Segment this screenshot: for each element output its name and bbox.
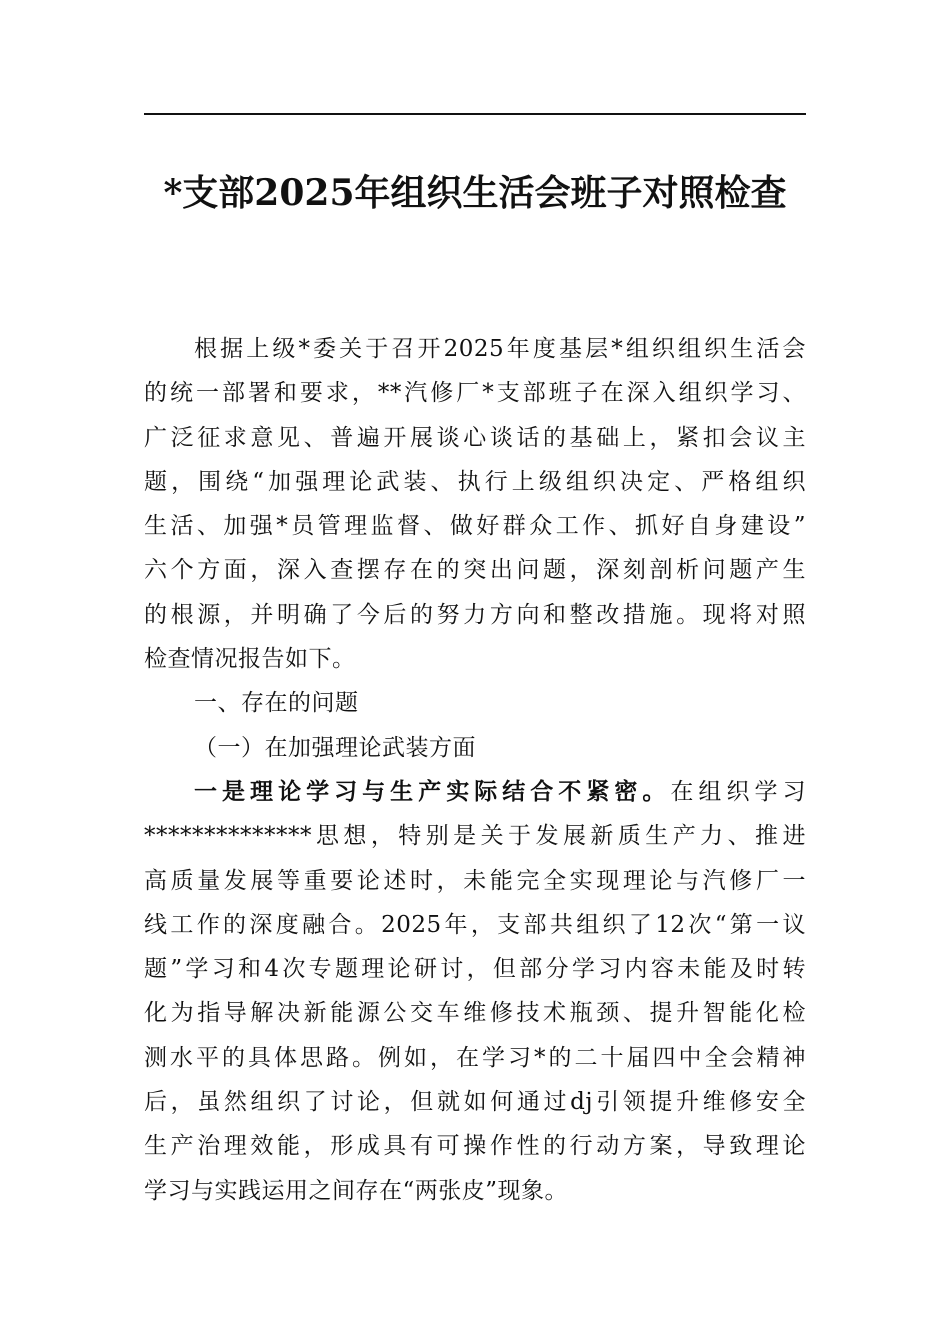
intro-line-7: 的根源，并明确了今后的努力方向和整改措施。现将对照 xyxy=(144,601,806,628)
intro-line-5: 生活、加强*员管理监督、做好群众工作、抓好自身建设” xyxy=(144,513,806,540)
point-one-line-6: 化为指导解决新能源公交车维修技术瓶颈、提升智能化检 xyxy=(144,1000,806,1027)
point-one-line-7: 测水平的具体思路。例如，在学习*的二十届四中全会精神 xyxy=(144,1044,806,1071)
point-one-line-4: 线工作的深度融合。2025年，支部共组织了12次“第一议 xyxy=(144,911,806,938)
intro-line-2: 的统一部署和要求，**汽修厂*支部班子在深入组织学习、 xyxy=(144,380,806,407)
subsection-heading-theory: （一）在加强理论武装方面 xyxy=(194,734,476,761)
point-one-line-3: 高质量发展等重要论述时，未能完全实现理论与汽修厂一 xyxy=(144,867,806,894)
document-title: *支部2025年组织生活会班子对照检查 xyxy=(163,172,787,214)
point-one-line-5: 题”学习和4次专题理论研讨，但部分学习内容未能及时转 xyxy=(144,956,806,983)
intro-line-8: 检查情况报告如下。 xyxy=(144,646,356,673)
point-one-first-line-rest: 在组织学习 xyxy=(670,778,807,805)
point-one-first-line xyxy=(144,770,806,814)
point-one-line-2: **************思想，特别是关于发展新质生产力、推进 xyxy=(144,823,806,850)
intro-line-3: 广泛征求意见、普遍开展谈心谈话的基础上，紧扣会议主 xyxy=(144,424,806,451)
point-one-line-8: 后，虽然组织了讨论，但就如何通过dj引领提升维修安全 xyxy=(144,1089,806,1116)
intro-line-1: 根据上级*委关于召开2025年度基层*组织组织生活会 xyxy=(194,336,806,362)
intro-line-4: 题，围绕“加强理论武装、执行上级组织决定、严格组织 xyxy=(144,468,806,495)
document-body xyxy=(144,327,806,1213)
point-one-line-10: 学习与实践运用之间存在“两张皮”现象。 xyxy=(144,1177,569,1204)
point-one-lead: 一是理论学习与生产实际结合不紧密。 xyxy=(194,777,671,805)
header-rule xyxy=(144,113,806,115)
point-one-line-9: 生产治理效能，形成具有可操作性的行动方案，导致理论 xyxy=(144,1133,806,1160)
intro-line-6: 六个方面，深入查摆存在的突出问题，深刻剖析问题产生 xyxy=(144,557,806,584)
section-heading-problems: 一、存在的问题 xyxy=(194,690,359,717)
